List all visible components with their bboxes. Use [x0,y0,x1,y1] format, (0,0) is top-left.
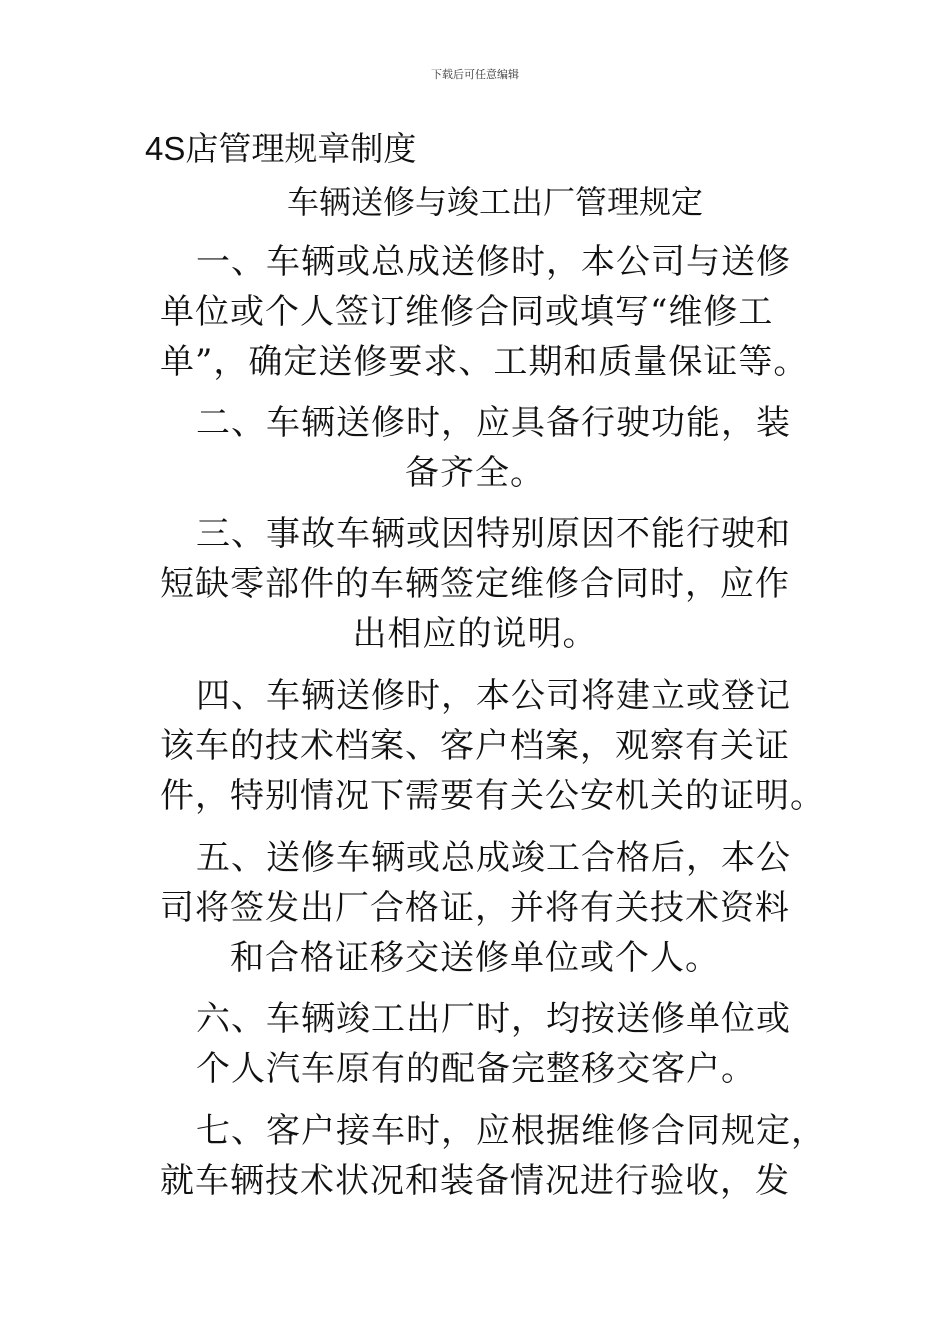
body-line: 单”，确定送修要求、工期和质量保证等。 [160,342,809,382]
body-line: 个人汽车原有的配备完整移交客户。 [196,1049,756,1089]
body-line: 四、车辆送修时，本公司将建立或登记 [196,676,791,716]
body-line: 备齐全。 [405,453,545,493]
body-line: 二、车辆送修时，应具备行驶功能，装 [196,403,791,443]
page-header-note: 下载后可任意编辑 [431,68,519,81]
body-line: 三、事故车辆或因特别原因不能行驶和 [196,514,791,554]
body-line: 单位或个人签订维修合同或填写“维修工 [160,292,774,332]
body-line: 该车的技术档案、客户档案，观察有关证 [160,726,790,766]
body-line: 五、送修车辆或总成竣工合格后，本公 [196,838,791,878]
body-line: 出相应的说明。 [352,614,598,654]
body-line: 就车辆技术状况和装备情况进行验收，发 [160,1161,790,1201]
body-line: 七、客户接车时，应根据维修合同规定， [196,1111,826,1151]
body-line: 司将签发出厂合格证，并将有关技术资料 [160,888,790,928]
document-subtitle: 车辆送修与竣工出厂管理规定 [286,183,703,221]
document-title-text: 店管理规章制度 [185,129,417,168]
body-line: 和合格证移交送修单位或个人。 [230,938,720,978]
document-title [145,127,416,171]
body-line: 一、车辆或总成送修时，本公司与送修 [196,242,791,282]
body-line: 短缺零部件的车辆签定维修合同时，应作 [160,564,790,604]
body-line: 六、车辆竣工出厂时，均按送修单位或 [196,999,791,1039]
document-title-prefix: 4S [145,130,186,167]
body-line: 件，特别情况下需要有关公安机关的证明。 [160,776,825,816]
